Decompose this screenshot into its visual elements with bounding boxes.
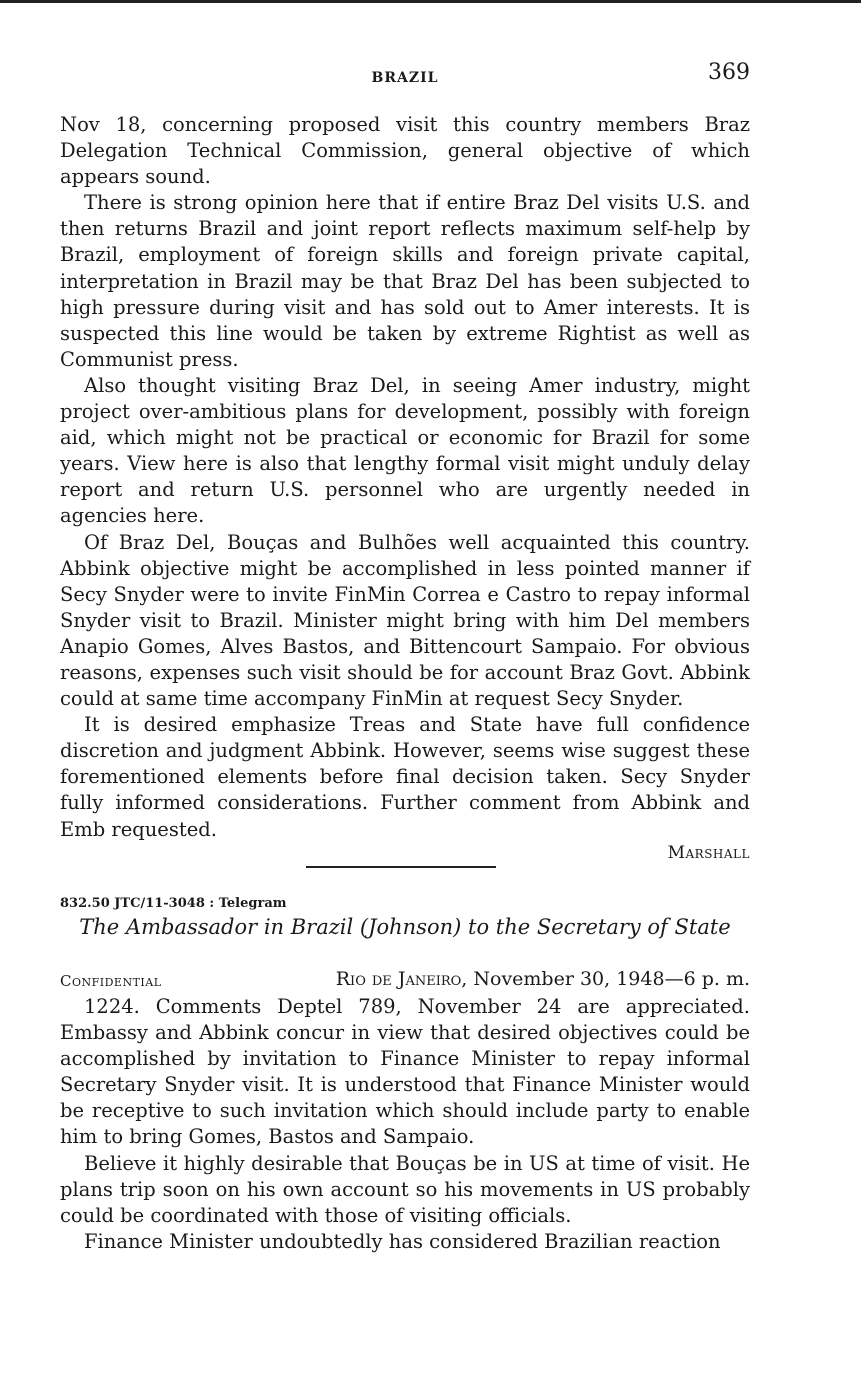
paragraph: There is strong opinion here that if entire Braz Del visits U.S. and then returns Brazil and joint report reflects maximum self-help by Brazil, employment of foreign skills and foreign private capital, interpretation in Brazil may be that Braz Del has been subjected to high pressure during visit and has sold out to Amer interests. It is suspected this line would be taken by extreme Rightist as well as Communist press. bbox=[60, 191, 750, 371]
place: Rio de Janeiro bbox=[335, 968, 462, 990]
date: , November 30, 1948—6 p. m. bbox=[461, 968, 750, 990]
signature: Marshall bbox=[667, 842, 750, 863]
letter-2-body bbox=[60, 968, 750, 1255]
place-and-date bbox=[336, 968, 750, 990]
paragraph: 1224. Comments Deptel 789, November 24 are appreciated. Embassy and Abbink concur in view that desired objectives could be accomplished by invitation to Finance Minister to repay informal Secretary Snyder visit. It is understood that Finance Minister would be receptive to such invitation which should include party to enable him to bring Gomes, Bastos and Sampaio. bbox=[60, 995, 750, 1149]
paragraph: Believe it highly desirable that Bouças be in US at time of visit. He plans trip soon on his own account so his movements in US probably could be coordinated with those of visiting officials. bbox=[60, 1151, 750, 1227]
top-rule bbox=[0, 0, 861, 3]
page-header bbox=[60, 60, 750, 94]
classification-marking: Confidential bbox=[60, 972, 162, 990]
letter-2-heading bbox=[60, 896, 750, 939]
paragraph: Nov 18, concerning proposed visit this country members Braz Delegation Technical Commission, general objective of which appears sound. bbox=[60, 113, 750, 189]
classification-line bbox=[60, 968, 750, 994]
paragraph: Finance Minister undoubtedly has considered Brazilian reaction bbox=[84, 1229, 721, 1253]
running-head: BRAZIL bbox=[371, 70, 439, 86]
paragraph: Also thought visiting Braz Del, in seeing Amer industry, might project over-ambitious plans for development, possibly with foreign aid, which might not be practical or economic for Brazil for some years. View here is also that lengthy formal visit might unduly delay report and return U.S. personnel who are urgently needed in agencies here. bbox=[60, 373, 750, 528]
document-title: The Ambassador in Brazil (Johnson) to the Secretary of State bbox=[79, 915, 731, 939]
paragraph: It is desired emphasize Treas and State have full confidence discretion and judgment Abbink. However, seems wise suggest these forementioned elements before final decision taken. Secy Snyder fully informed considerations. Further comment from Abbink and Emb requested. bbox=[60, 713, 750, 841]
letter-1-body bbox=[60, 112, 750, 863]
page-number: 369 bbox=[708, 60, 750, 85]
section-divider bbox=[306, 866, 496, 868]
paragraph: Of Braz Del, Bouças and Bulhões well acquainted this country. Abbink objective might be accomplished in less pointed manner if Secy Snyder were to invite FinMin Correa e Castro to repay informal Snyder visit to Brazil. Minister might bring with him Del members Anapio Gomes, Alves Bastos, and Bittencourt Sampaio. For obvious reasons, expenses such visit should be for account Braz Govt. Abbink could at same time accompany FinMin at request Secy Snyder. bbox=[60, 530, 750, 711]
file-reference: 832.50 JTC/11-3048 : Telegram bbox=[60, 896, 287, 911]
